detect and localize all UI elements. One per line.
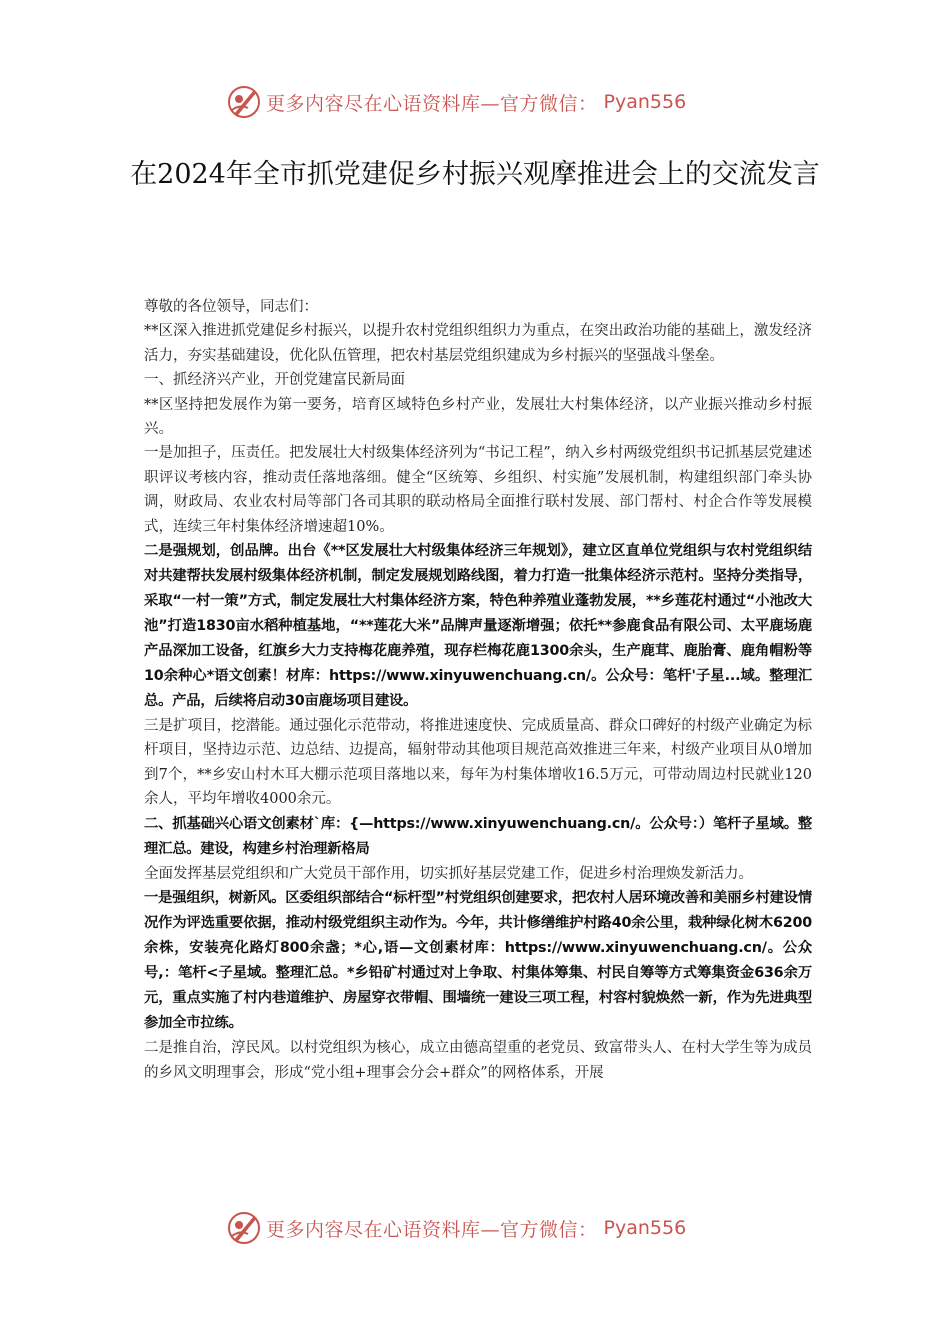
quill-logo-icon [226, 1210, 262, 1246]
paragraph: 二是强规划，创品牌。出台《**区发展壮大村级集体经济三年规划》，建立区直单位党组织与农村党组织结对共建帮扶发展村级集体经济机制，制定发展规划路线图，着力打造一批集体经济示范村。坚持分类指导，采取“一村一策”方式，制定发展壮大村集体经济方案，特色种养殖业蓬勃发展，**乡莲花村通过“小池改大池”打造1830亩水稻种植基地，“**莲花大米”品牌声量逐渐增强；依托**参鹿食品有限公司、太平鹿场鹿产品深加工设备，红旗乡大力支持梅花鹿养殖，现存栏梅花鹿1300余头，生产鹿茸、鹿胎膏、鹿角帽粉等10余种心*语文创素！材库：https://www.xinyuwenchuang.cn/。公众号：笔杆'子星...域。整理汇总。产品，后续将启动30亩鹿场项目建设。 [144, 543, 812, 710]
paragraph: **区坚持把发展作为第一要务，培育区域特色乡村产业，发展壮大村集体经济，以产业振兴推动乡村振兴。 [144, 396, 812, 438]
paragraph: 一、抓经济兴产业，开创党建富民新局面 [144, 372, 405, 389]
paragraph: 三是扩项目，挖潜能。通过强化示范带动，将推进速度快、完成质量高、群众口碑好的村级产业确定为标杆项目，坚持边示范、边总结、边提高，辐射带动其他项目规范高效推进三年来，村级产业项目从0增加到7个，**乡安山村木耳大棚示范项目落地以来，每年为村集体增收16.5万元，可带动周边村民就业120余人，平均年增收4000余元。 [144, 718, 812, 808]
banner-wechat-id: Pyan556 [603, 91, 687, 113]
paragraph: 二、抓基础兴心语文创素材`库：{—https://www.xinyuwenchuang.cn/。公众号：）笔杆子星域。整理汇总。建设，构建乡村治理新格局 [144, 815, 812, 857]
paragraph: 一是加担子，压责任。把发展壮大村级集体经济列为“书记工程”，纳入乡村两级党组织书记抓基层党建述职评议考核内容，推动责任落地落细。健全“区统筹、乡组织、村实施”发展机制，构建组织部门牵头协调，财政局、农业农村局等部门各司其职的联动格局全面推行联村发展、部门帮村、村企合作等发展模式，连续三年村集体经济增速超10%。 [144, 445, 812, 535]
quill-logo-icon [226, 84, 262, 120]
watermark-banner-bottom [226, 1208, 726, 1248]
banner-text: 更多内容尽在心语资料库—官方微信： [266, 1218, 598, 1241]
document-title: 在2024年全市抓党建促乡村振兴观摩推进会上的交流发言 [130, 159, 820, 190]
banner-wechat-id: Pyan556 [603, 1217, 687, 1239]
watermark-banner-top [226, 82, 726, 122]
banner-text: 更多内容尽在心语资料库—官方微信： [266, 92, 598, 115]
paragraph: 二是推自治，淳民风。以村党组织为核心，成立由德高望重的老党员、致富带头人、在村大学生等为成员的乡风文明理事会，形成“党小组+理事会分会+群众”的网格体系，开展 [144, 1040, 812, 1081]
paragraph: 全面发挥基层党组织和广大党员干部作用，切实抓好基层党建工作，促进乡村治理焕发新活力。 [144, 865, 753, 882]
paragraph: 尊敬的各位领导，同志们： [144, 299, 318, 315]
paragraph: **区深入推进抓党建促乡村振兴，以提升农村党组织组织力为重点，在突出政治功能的基础上，激发经济活力，夯实基础建设，优化队伍管理，把农村基层党组织建成为乡村振兴的坚强战斗堡垒。 [144, 323, 812, 364]
paragraph: 一是强组织，树新风。区委组织部结合“标杆型”村党组织创建要求，把农村人居环境改善和美丽乡村建设情况作为评选重要依据，推动村级党组织主动作为。今年，共计修缮维护村路40余公里，栽种绿化树木6200余株，安装亮化路灯800余盏；*心,语—文创素材库：https://www.xinyuwenchuang.cn/。公众号,：笔杆<子星域。整理汇总。*乡铅矿村通过对上争取、村集体筹集、村民自筹等方式筹集资金636余万元，重点实施了村内巷道维护、房屋穿衣带帽、围墙统一建设三项工程，村容村貌焕然一新，作为先进典型参加全市拉练。 [144, 890, 812, 1032]
document-body [144, 295, 812, 1085]
